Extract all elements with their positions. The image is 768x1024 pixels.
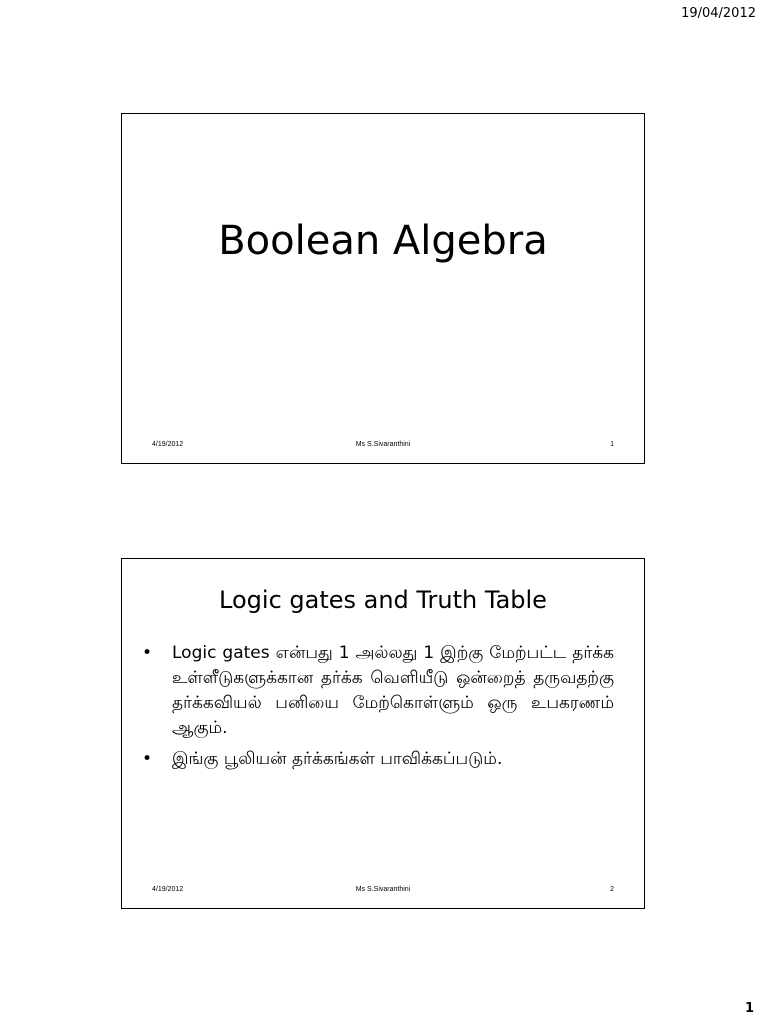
slide-2: [121, 558, 645, 909]
slide-title: Logic gates and Truth Table: [219, 586, 547, 614]
slide-footer: [152, 441, 614, 453]
footer-slide-number: 1: [610, 441, 614, 448]
slide-1: [121, 113, 645, 464]
bullet-icon: •: [142, 749, 153, 769]
bullet-list: [140, 641, 614, 778]
footer-author: Ms S.Sivaranthini: [355, 441, 411, 448]
footer-date: 4/19/2012: [152, 441, 184, 448]
bullet-text: இங்கு பூலியன் தர்க்கங்கள் பாவிக்கப்படும்.: [172, 749, 503, 769]
bullet-item: [140, 747, 614, 772]
footer-slide-number: 2: [610, 886, 614, 893]
page-date: 19/04/2012: [681, 6, 756, 21]
bullet-item: [140, 641, 614, 741]
slide-footer: [152, 886, 614, 898]
bullet-icon: •: [142, 643, 153, 663]
page-number: 1: [744, 1001, 754, 1016]
footer-date: 4/19/2012: [152, 886, 184, 893]
bullet-text: Logic gates என்பது 1 அல்லது 1 இற்கு மேற்பட்ட தர்க்க உள்ளீடுகளுக்கான தர்க்க வெளியீடு ஒன்றைத் தருவதற்கு தர்க்கவியல் பனியை மேற்கொள்ளும் ஒரு உபகரணம் ஆகும்.: [172, 643, 614, 738]
slide-title: Boolean Algebra: [218, 218, 548, 264]
footer-author: Ms S.Sivaranthini: [355, 886, 411, 893]
